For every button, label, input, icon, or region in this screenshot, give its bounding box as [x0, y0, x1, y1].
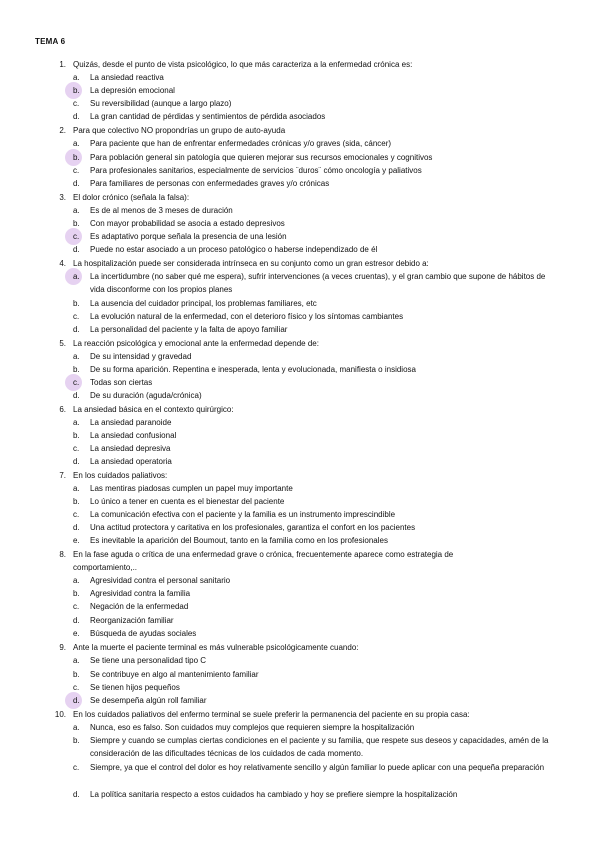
option-letter: b. [73, 736, 80, 745]
option-letter: b. [73, 86, 80, 95]
question-text: Quizás, desde el punto de vista psicológico, lo que más caracteriza a la enfermedad crónica es: [73, 60, 413, 69]
question-text: La ansiedad básica en el contexto quirúrgico: [73, 405, 234, 414]
question-number: 1. [59, 60, 66, 69]
option-text: De su forma aparición. Repentina e inesperada, lenta y evolucionada, manifiesta o insidiosa [90, 365, 416, 374]
option-letter: d. [73, 457, 80, 466]
question-text: La hospitalización puede ser considerada intrínseca en su conjunto como un gran estresor debido a: [73, 259, 429, 268]
question-number: 6. [59, 405, 66, 414]
option-letter: a. [73, 418, 80, 427]
question-text: En los cuidados paliativos del enfermo terminal se suele preferir la permanencia del paciente en su propia casa: [73, 710, 470, 719]
option-text: Agresividad contra el personal sanitario [90, 576, 231, 585]
option-text: La ausencia del cuidador principal, los problemas familiares, etc [90, 299, 317, 308]
option-text: Para paciente que han de enfrentar enfermedades crónicas y/o graves (sida, cáncer) [90, 139, 392, 148]
option-letter: b. [73, 153, 80, 162]
option-letter: c. [73, 232, 80, 241]
option-text: Es de al menos de 3 meses de duración [90, 206, 233, 215]
option-letter: a. [73, 206, 80, 215]
option-letter: c. [73, 99, 80, 108]
option-letter: d. [73, 616, 80, 625]
option-text: Las mentiras piadosas cumplen un papel muy importante [90, 484, 293, 493]
option-text: Una actitud protectora y caritativa en los profesionales, garantiza el confort en los pacientes [90, 523, 416, 532]
option-text: Lo único a tener en cuenta es el bienestar del paciente [90, 497, 285, 506]
option-text: Negación de la enfermedad [90, 602, 189, 611]
option-text: Se contribuye en algo al mantenimiento familiar [90, 670, 259, 679]
question-number: 3. [59, 193, 66, 202]
option-letter: a. [73, 576, 80, 585]
option-letter: b. [73, 497, 80, 506]
option-text: Con mayor probabilidad se asocia a estado depresivos [90, 219, 285, 228]
option-text: La comunicación efectiva con el paciente y la familia es un instrumento imprescindible [90, 510, 396, 519]
option-letter: d. [73, 523, 80, 532]
option-letter: e. [73, 536, 80, 545]
option-text: La depresión emocional [90, 86, 175, 95]
option-text: Todas son ciertas [90, 378, 153, 387]
option-text: De su intensidad y gravedad [90, 352, 192, 361]
option-letter: d. [73, 325, 80, 334]
question-number: 9. [59, 643, 66, 652]
option-letter: c. [73, 763, 80, 772]
option-text: Nunca, eso es falso. Son cuidados muy complejos que requieren siempre la hospitalización [90, 723, 415, 732]
option-letter: b. [73, 365, 80, 374]
option-letter: c. [73, 602, 80, 611]
option-letter: d. [73, 112, 80, 121]
option-text: De su duración (aguda/crónica) [90, 391, 202, 400]
option-text: La gran cantidad de pérdidas y sentimientos de pérdida asociados [90, 112, 326, 121]
option-text: Para población general sin patología que quieren mejorar sus recursos emocionales y cognitivos [90, 153, 433, 162]
option-text: Su reversibilidad (aunque a largo plazo) [90, 99, 232, 108]
option-letter: b. [73, 431, 80, 440]
option-text: Se tienen hijos pequeños [90, 683, 180, 692]
option-text: Se tiene una personalidad tipo C [90, 656, 207, 665]
page-title: TEMA 6 [35, 37, 66, 46]
question-text: En la fase aguda o crítica de una enfermedad grave o crónica, frecuentemente aparece como estrategia de [73, 550, 454, 559]
option-text: Es adaptativo porque señala la presencia de una lesión [90, 232, 287, 241]
option-text: La incertidumbre (no saber qué me espera), sufrir intervenciones (a veces cruentas), y el gran cambio que supone de hábitos de vida disconforme con los propios planes [90, 272, 546, 294]
option-letter: d. [73, 391, 80, 400]
option-text: Puede no estar asociado a un proceso patológico o haberse independizado de él [90, 245, 378, 254]
question-text: En los cuidados paliativos: [73, 471, 168, 480]
question-text: La reacción psicológica y emocional ante la enfermedad depende de: [73, 339, 319, 348]
option-letter: c. [73, 444, 80, 453]
option-text: Reorganización familiar [90, 616, 174, 625]
question-text: Para que colectivo NO propondrías un grupo de auto-ayuda [73, 126, 286, 135]
option-text: La política sanitaria respecto a estos cuidados ha cambiado y hoy se prefiere siempre la hospitalización [90, 790, 458, 799]
option-text: Agresividad contra la familia [90, 589, 191, 598]
question-text-continued: comportamiento,.. [73, 563, 138, 573]
option-letter: c. [73, 312, 80, 321]
option-letter: d. [73, 790, 80, 799]
option-letter: b. [73, 670, 80, 679]
option-letter: d. [73, 245, 80, 254]
option-letter: a. [73, 723, 80, 732]
option-text: La personalidad del paciente y la falta de apoyo familiar [90, 325, 288, 334]
option-text: La ansiedad confusional [90, 431, 177, 440]
option-letter: b. [73, 589, 80, 598]
question-number: 4. [59, 259, 66, 268]
option-letter: c. [73, 378, 80, 387]
option-letter: a. [73, 352, 80, 361]
question-number: 5. [59, 339, 66, 348]
option-text: La evolución natural de la enfermedad, con el deterioro físico y los síntomas cambiantes [90, 312, 404, 321]
question-text: El dolor crónico (señala la falsa): [73, 193, 190, 202]
option-text: La ansiedad depresiva [90, 444, 171, 453]
option-letter: a. [73, 73, 80, 82]
option-letter: a. [73, 656, 80, 665]
option-text: Para familiares de personas con enfermedades graves y/o crónicas [90, 179, 330, 188]
option-letter: e. [73, 629, 80, 638]
option-letter: c. [73, 510, 80, 519]
option-text: Siempre, ya que el control del dolor es hoy relativamente sencillo y algún familiar lo puede aplicar con una pequeña preparación [90, 763, 545, 772]
option-text: Es inevitable la aparición del Boumout, tanto en la familia como en los profesionales [90, 536, 388, 545]
option-letter: d. [73, 696, 80, 705]
question-number: 8. [59, 550, 66, 559]
question-number: 10. [54, 710, 66, 719]
option-text: Siempre y cuando se cumplas ciertas condiciones en el paciente y su familia, que respete sus deseos y capacidades, amén de la consideración de las dificultades técnicas de los cuidados de cada momento. [90, 736, 549, 758]
option-letter: b. [73, 219, 80, 228]
option-letter: a. [73, 272, 80, 281]
option-text: La ansiedad paranoide [90, 418, 172, 427]
question-number: 2. [59, 126, 66, 135]
option-text: Para profesionales sanitarios, especialmente de servicios ¨duros¨ cómo oncología y paliativos [90, 166, 422, 175]
option-text: La ansiedad operatoria [90, 457, 172, 466]
option-letter: d. [73, 179, 80, 188]
option-text: La ansiedad reactiva [90, 73, 164, 82]
question-text: Ante la muerte el paciente terminal es más vulnerable psicológicamente cuando: [73, 643, 359, 652]
option-letter: a. [73, 484, 80, 493]
question-number: 7. [59, 471, 66, 480]
option-text: Se desempeña algún roll familiar [90, 696, 207, 705]
option-letter: a. [73, 139, 80, 148]
option-letter: c. [73, 166, 80, 175]
option-letter: c. [73, 683, 80, 692]
option-letter: b. [73, 299, 80, 308]
option-text: Búsqueda de ayudas sociales [90, 629, 197, 638]
